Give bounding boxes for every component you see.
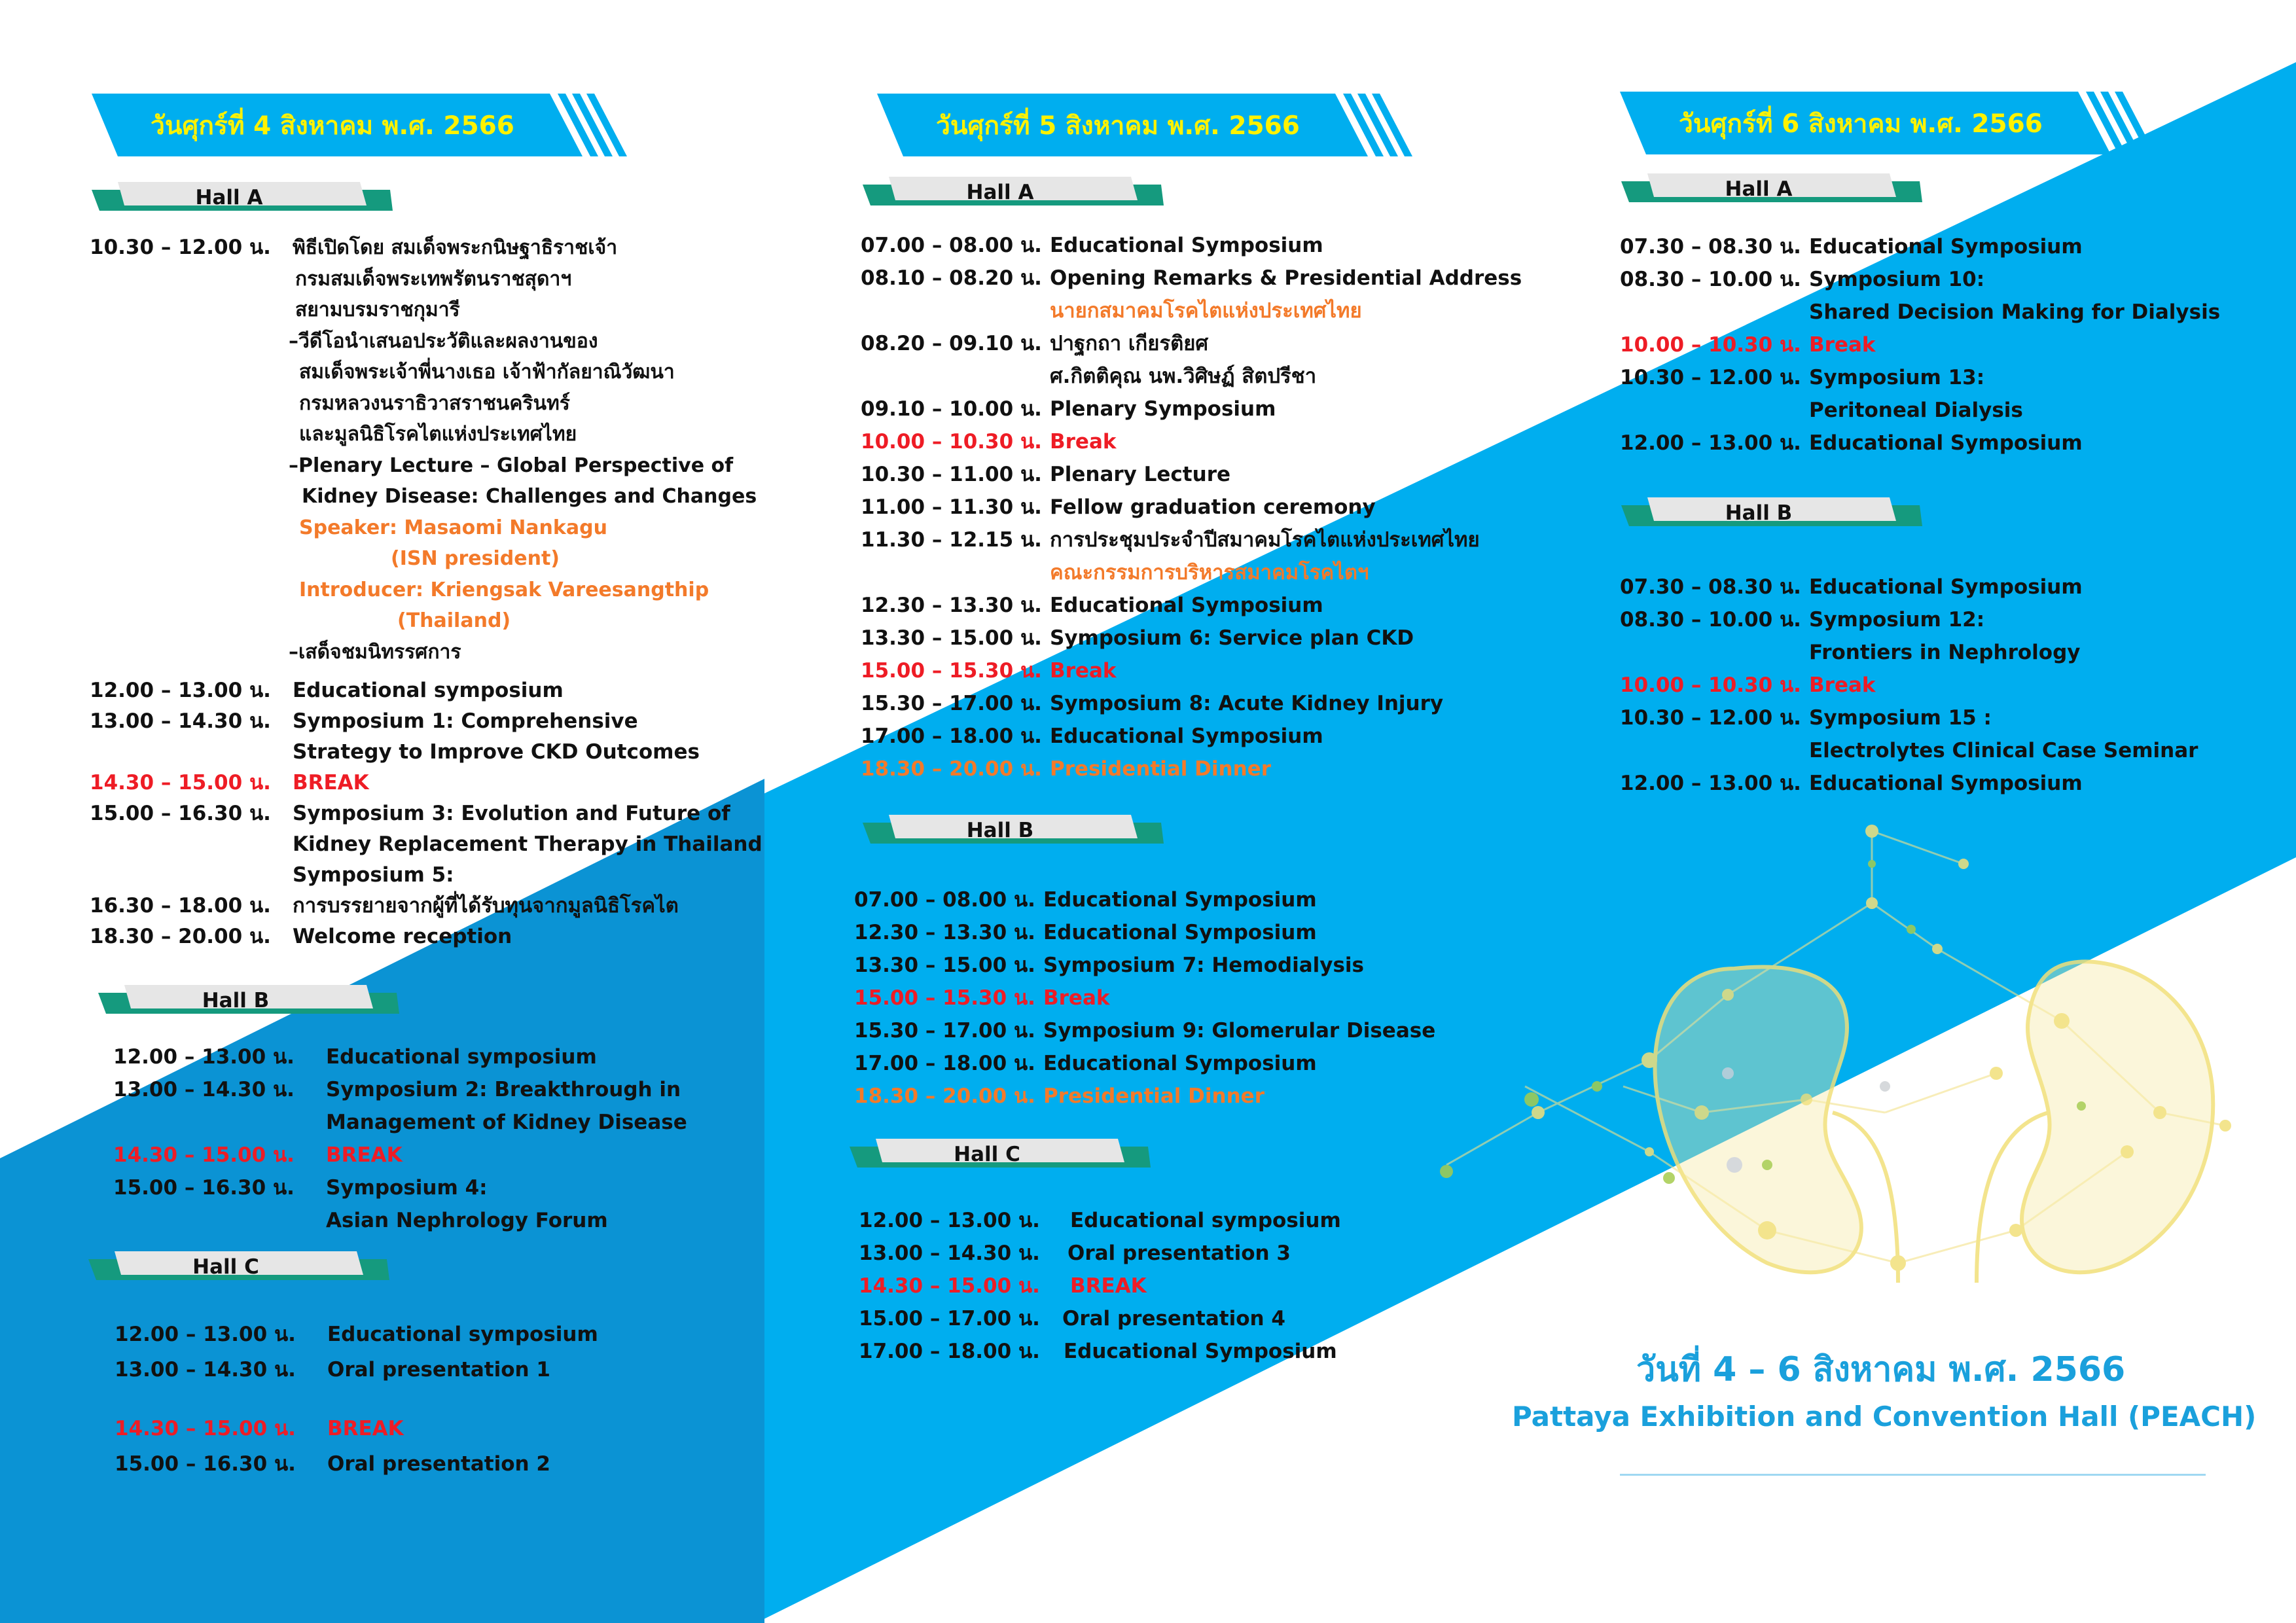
schedule-row bbox=[90, 921, 770, 952]
time-slot: 08.10 – 08.20 น. bbox=[861, 266, 1042, 290]
schedule-row bbox=[861, 229, 1581, 262]
schedule-row bbox=[90, 829, 770, 860]
time-slot: 13.30 – 15.00 น. bbox=[854, 954, 1035, 977]
event-venue: Pattaya Exhibition and Convention Hall (PEACH) bbox=[1512, 1400, 2257, 1433]
event-title: Educational Symposium bbox=[1809, 431, 2083, 455]
schedule-row-break bbox=[113, 1139, 702, 1171]
event-title: คณะกรรมการบริหารสมาคมโรคไตฯ bbox=[1050, 561, 1369, 584]
event-title: Symposium 8: Acute Kidney Injury bbox=[1050, 692, 1444, 715]
schedule-row bbox=[1620, 361, 2209, 394]
hall-label-c bbox=[88, 1251, 389, 1280]
schedule-day1-hall-b bbox=[113, 1041, 702, 1237]
hall-label-text: Hall A bbox=[966, 181, 1034, 204]
schedule-row bbox=[1620, 571, 2209, 603]
time-slot: 07.00 – 08.00 น. bbox=[854, 888, 1035, 912]
schedule-row bbox=[1620, 427, 2209, 459]
time-slot: 07.30 – 08.30 น. bbox=[1620, 575, 1801, 599]
hall-label-text: Hall B bbox=[966, 819, 1034, 842]
event-title: Kidney Replacement Therapy in Thailand bbox=[293, 832, 762, 856]
hall-label-a bbox=[92, 182, 393, 211]
time-slot: 13.30 – 15.00 น. bbox=[861, 626, 1042, 650]
time-slot: 11.30 – 12.15 น. bbox=[861, 528, 1042, 552]
time-slot: 14.30 – 15.00 น. bbox=[113, 1143, 295, 1167]
schedule-row-break bbox=[1620, 669, 2209, 702]
event-line: สมเด็จพระเจ้าพี่นางเธอ เจ้าฟ้ากัลยาณิวัฒนา bbox=[299, 361, 675, 383]
schedule-row bbox=[90, 891, 770, 921]
event-title: Symposium 10: bbox=[1809, 268, 1985, 291]
event-line: –วีดีโอนำเสนอประวัติและผลงานของ bbox=[289, 329, 598, 353]
schedule-row-break bbox=[861, 654, 1581, 687]
schedule-row bbox=[861, 393, 1581, 425]
schedule-row bbox=[90, 675, 770, 706]
schedule-row-break bbox=[861, 425, 1581, 458]
event-title: Educational Symposium bbox=[1050, 594, 1323, 617]
event-title: Educational Symposium bbox=[1043, 1052, 1317, 1075]
schedule-row bbox=[1620, 636, 2209, 669]
day-banner-day2 bbox=[877, 94, 1420, 156]
time-slot: 12.00 – 13.00 น. bbox=[1620, 772, 1801, 795]
event-title: Opening Remarks & Presidential Address bbox=[1050, 266, 1522, 290]
schedule-row bbox=[861, 589, 1581, 622]
time-slot: 15.00 – 16.30 น. bbox=[113, 1176, 295, 1200]
time-slot: 13.00 – 14.30 น. bbox=[113, 1078, 295, 1101]
schedule-row bbox=[859, 1237, 1448, 1270]
schedule-row bbox=[854, 949, 1443, 982]
hall-label-c bbox=[850, 1139, 1151, 1168]
day-banner-day3 bbox=[1620, 92, 2163, 154]
event-title: Plenary Lecture bbox=[1050, 463, 1231, 486]
time-slot: 10.00 – 10.30 น. bbox=[861, 430, 1042, 454]
schedule-row bbox=[861, 491, 1581, 524]
speaker-line: (ISN president) bbox=[391, 547, 560, 570]
time-slot: 17.00 – 18.00 น. bbox=[854, 1052, 1035, 1075]
time-slot: 12.00 – 13.00 น. bbox=[859, 1209, 1040, 1232]
time-slot: 14.30 – 15.00 น. bbox=[115, 1417, 296, 1440]
schedule-row bbox=[115, 1445, 704, 1483]
event-title: Break bbox=[1050, 659, 1117, 683]
event-title: นายกสมาคมโรคไตแห่งประเทศไทย bbox=[1050, 299, 1362, 323]
time-slot: 15.00 – 16.30 น. bbox=[115, 1452, 296, 1476]
event-title: BREAK bbox=[327, 1417, 404, 1440]
time-slot: 12.00 – 13.00 น. bbox=[1620, 431, 1801, 455]
time-slot: 14.30 – 15.00 น. bbox=[90, 771, 271, 794]
schedule-row bbox=[861, 556, 1581, 589]
event-title: Educational Symposium bbox=[1043, 921, 1317, 944]
event-date-title: วันที่ 4 – 6 สิงหาคม พ.ศ. 2566 bbox=[1636, 1350, 2126, 1389]
schedule-row bbox=[113, 1073, 702, 1106]
schedule-row bbox=[1620, 734, 2209, 767]
hall-label-text: Hall A bbox=[1725, 177, 1793, 201]
schedule-row bbox=[854, 916, 1443, 949]
event-title: Educational symposium bbox=[327, 1323, 598, 1346]
event-title: ปาฐกถา เกียรติยศ bbox=[1050, 332, 1209, 355]
schedule-row bbox=[113, 1041, 702, 1073]
event-title: Educational Symposium bbox=[1064, 1340, 1337, 1363]
schedule-row-dinner bbox=[861, 753, 1581, 785]
event-title: Symposium 9: Glomerular Disease bbox=[1043, 1019, 1436, 1043]
event-title: Plenary Symposium bbox=[1050, 397, 1276, 421]
hall-label-b bbox=[1621, 497, 1922, 526]
event-title: Break bbox=[1809, 333, 1876, 357]
introducer-line: (Thailand) bbox=[397, 609, 511, 632]
schedule-row bbox=[90, 232, 770, 668]
event-title: Symposium 3: Evolution and Future of bbox=[293, 802, 730, 825]
event-line: –เสด็จชมนิทรรศการ bbox=[289, 640, 461, 664]
time-slot: 18.30 – 20.00 น. bbox=[861, 757, 1042, 781]
time-slot: 16.30 – 18.00 น. bbox=[90, 894, 271, 918]
time-slot: 08.30 – 10.00 น. bbox=[1620, 608, 1801, 632]
schedule-row bbox=[861, 294, 1581, 327]
schedule-row bbox=[1620, 702, 2209, 734]
day-banner-text: วันศุกร์ที่ 4 สิงหาคม พ.ศ. 2566 bbox=[151, 111, 514, 141]
event-title: Educational Symposium bbox=[1050, 724, 1323, 748]
time-slot: 08.30 – 10.00 น. bbox=[1620, 268, 1801, 291]
schedule-row bbox=[854, 1014, 1443, 1047]
schedule-row bbox=[861, 622, 1581, 654]
event-title: Symposium 2: Breakthrough in bbox=[326, 1078, 681, 1101]
ceremony-lines bbox=[289, 232, 757, 668]
event-title: Symposium 12: bbox=[1809, 608, 1985, 632]
schedule-day1-hall-c bbox=[115, 1317, 704, 1483]
event-title: Presidential Dinner bbox=[1043, 1084, 1265, 1108]
schedule-day2-hall-c bbox=[859, 1204, 1448, 1368]
schedule-row-dinner bbox=[854, 1080, 1443, 1113]
event-title: Symposium 7: Hemodialysis bbox=[1043, 954, 1364, 977]
event-title: Symposium 5: bbox=[293, 863, 454, 887]
hall-label-text: Hall A bbox=[195, 186, 263, 209]
time-slot: 15.30 – 17.00 น. bbox=[861, 692, 1042, 715]
event-title: Educational Symposium bbox=[1809, 235, 2083, 259]
time-slot: 10.00 – 10.30 น. bbox=[1620, 333, 1801, 357]
time-slot: 10.30 – 12.00 น. bbox=[1620, 366, 1801, 389]
day-banner-text: วันศุกร์ที่ 5 สิงหาคม พ.ศ. 2566 bbox=[936, 111, 1300, 141]
time-slot: 17.00 – 18.00 น. bbox=[859, 1340, 1040, 1363]
event-title: Break bbox=[1043, 986, 1110, 1010]
schedule-day2-hall-b bbox=[854, 883, 1443, 1113]
time-slot: 15.30 – 17.00 น. bbox=[854, 1019, 1035, 1043]
schedule-day3-hall-b bbox=[1620, 571, 2209, 800]
event-title: Fellow graduation ceremony bbox=[1050, 495, 1376, 519]
day-banner-text: วันศุกร์ที่ 6 สิงหาคม พ.ศ. 2566 bbox=[1679, 109, 2043, 139]
hall-label-a bbox=[863, 177, 1164, 205]
time-slot: 13.00 – 14.30 น. bbox=[859, 1241, 1040, 1265]
schedule-row-break bbox=[90, 768, 770, 798]
event-title: Electrolytes Clinical Case Seminar bbox=[1809, 739, 2198, 762]
time-slot: 10.00 – 10.30 น. bbox=[1620, 673, 1801, 697]
event-title: Educational Symposium bbox=[1809, 575, 2083, 599]
schedule-row bbox=[854, 1047, 1443, 1080]
time-slot: 17.00 – 18.00 น. bbox=[861, 724, 1042, 748]
divider bbox=[1620, 1474, 2206, 1476]
time-slot: 12.00 – 13.00 น. bbox=[115, 1323, 296, 1346]
hall-label-b bbox=[863, 815, 1164, 844]
schedule-row bbox=[1620, 263, 2209, 296]
schedule-row bbox=[861, 262, 1581, 294]
schedule-row bbox=[90, 798, 770, 829]
time-slot: 12.00 – 13.00 น. bbox=[113, 1045, 295, 1069]
event-title: Welcome reception bbox=[293, 925, 512, 948]
hall-label-text: Hall B bbox=[1725, 501, 1793, 525]
time-slot: 18.30 – 20.00 น. bbox=[90, 925, 271, 948]
event-title: Peritoneal Dialysis bbox=[1809, 399, 2023, 422]
schedule-row bbox=[861, 687, 1581, 720]
event-title: Shared Decision Making for Dialysis bbox=[1809, 300, 2221, 324]
time-slot: 15.00 – 15.30 น. bbox=[854, 986, 1035, 1010]
time-slot: 09.10 – 10.00 น. bbox=[861, 397, 1042, 421]
event-line: –Plenary Lecture – Global Perspective of bbox=[289, 454, 734, 477]
event-title: Educational Symposium bbox=[1809, 772, 2083, 795]
schedule-row bbox=[861, 327, 1581, 360]
time-slot: 11.00 – 11.30 น. bbox=[861, 495, 1042, 519]
event-title: Educational Symposium bbox=[1043, 888, 1317, 912]
time-slot: 13.00 – 14.30 น. bbox=[90, 709, 271, 733]
event-title: BREAK bbox=[293, 771, 369, 794]
event-title: Educational symposium bbox=[293, 679, 564, 702]
schedule-row bbox=[113, 1106, 702, 1139]
time-slot: 15.00 – 15.30 น. bbox=[861, 659, 1042, 683]
event-line: กรมสมเด็จพระเทพรัตนราชสุดาฯ bbox=[295, 267, 572, 291]
time-slot: 07.30 – 08.30 น. bbox=[1620, 235, 1801, 259]
event-title: Management of Kidney Disease bbox=[326, 1111, 687, 1134]
event-line: พิธีเปิดโดย สมเด็จพระกนิษฐาธิราชเจ้า bbox=[293, 236, 618, 259]
schedule-row bbox=[859, 1302, 1448, 1335]
event-title: Frontiers in Nephrology bbox=[1809, 641, 2081, 664]
schedule-row bbox=[90, 737, 770, 768]
event-line: และมูลนิธิโรคไตแห่งประเทศไทย bbox=[299, 423, 577, 446]
event-title: การบรรยายจากผู้ที่ได้รับทุนจากมูลนิธิโรคไต bbox=[293, 894, 679, 918]
event-title: Oral presentation 1 bbox=[327, 1358, 550, 1382]
time-slot: 08.20 – 09.10 น. bbox=[861, 332, 1042, 355]
event-title: Break bbox=[1050, 430, 1117, 454]
event-title: Educational Symposium bbox=[1050, 234, 1323, 257]
event-title: Educational symposium bbox=[326, 1045, 597, 1069]
schedule-row bbox=[115, 1352, 704, 1387]
schedule-row-break bbox=[859, 1270, 1448, 1302]
schedule-day2-hall-a bbox=[861, 229, 1581, 785]
hall-label-b bbox=[98, 985, 399, 1014]
schedule-day3-hall-a bbox=[1620, 230, 2221, 459]
schedule-row-break bbox=[115, 1412, 704, 1445]
time-slot: 12.00 – 13.00 น. bbox=[90, 679, 271, 702]
time-slot: 10.30 – 12.00 น. bbox=[90, 236, 271, 259]
schedule-row bbox=[861, 458, 1581, 491]
event-title: Break bbox=[1809, 673, 1876, 697]
speaker-line: Speaker: Masaomi Nankagu bbox=[299, 516, 607, 539]
event-title: Symposium 15 : bbox=[1809, 706, 1992, 730]
time-slot: 15.00 – 17.00 น. bbox=[859, 1307, 1040, 1330]
schedule-row bbox=[113, 1204, 702, 1237]
schedule-row bbox=[1620, 296, 2221, 329]
time-slot: 12.30 – 13.30 น. bbox=[861, 594, 1042, 617]
event-title: Symposium 6: Service plan CKD bbox=[1050, 626, 1414, 650]
time-slot: 10.30 – 11.00 น. bbox=[861, 463, 1042, 486]
event-title: Oral presentation 2 bbox=[327, 1452, 550, 1476]
schedule-row bbox=[115, 1317, 704, 1352]
schedule-row bbox=[90, 860, 770, 891]
schedule-row-break bbox=[1620, 329, 2209, 361]
event-title: Presidential Dinner bbox=[1050, 757, 1271, 781]
schedule-row bbox=[859, 1335, 1448, 1368]
event-title: Symposium 4: bbox=[326, 1176, 488, 1200]
time-slot: 10.30 – 12.00 น. bbox=[1620, 706, 1801, 730]
event-title: Asian Nephrology Forum bbox=[326, 1209, 608, 1232]
event-title: Oral presentation 3 bbox=[1067, 1241, 1291, 1265]
event-line: สยามบรมราชกุมารี bbox=[295, 298, 460, 321]
hall-label-text: Hall B bbox=[202, 989, 270, 1012]
time-slot: 07.00 – 08.00 น. bbox=[861, 234, 1042, 257]
schedule-day1-hall-a bbox=[90, 232, 770, 952]
event-title: ศ.กิตติคุณ นพ.วิศิษฏ์ สิตปรีชา bbox=[1050, 365, 1317, 388]
event-title: Oral presentation 4 bbox=[1062, 1307, 1285, 1330]
schedule-row-break bbox=[854, 982, 1443, 1014]
hall-label-text: Hall C bbox=[954, 1143, 1020, 1166]
event-title: Educational symposium bbox=[1070, 1209, 1341, 1232]
event-title: Strategy to Improve CKD Outcomes bbox=[293, 740, 700, 764]
day-banner-day1 bbox=[92, 94, 635, 156]
hall-label-a bbox=[1621, 173, 1922, 202]
schedule-row bbox=[90, 706, 770, 737]
schedule-row bbox=[861, 524, 1581, 556]
event-title: Symposium 13: bbox=[1809, 366, 1985, 389]
event-line: กรมหลวงนราธิวาสราชนครินทร์ bbox=[299, 391, 570, 415]
schedule-row bbox=[861, 360, 1581, 393]
schedule-row bbox=[1620, 230, 2209, 263]
schedule-row bbox=[859, 1204, 1448, 1237]
schedule-row bbox=[1620, 767, 2209, 800]
event-title: BREAK bbox=[326, 1143, 403, 1167]
time-slot: 14.30 – 15.00 น. bbox=[859, 1274, 1040, 1298]
event-line: Kidney Disease: Challenges and Changes bbox=[302, 485, 757, 508]
event-title: Symposium 1: Comprehensive bbox=[293, 709, 638, 733]
schedule-row bbox=[861, 720, 1581, 753]
time-slot: 15.00 – 16.30 น. bbox=[90, 802, 271, 825]
hall-label-text: Hall C bbox=[192, 1255, 259, 1279]
schedule-row bbox=[1620, 394, 2209, 427]
schedule-row bbox=[113, 1171, 702, 1204]
schedule-row bbox=[1620, 603, 2209, 636]
schedule-row bbox=[854, 883, 1443, 916]
time-slot: 13.00 – 14.30 น. bbox=[115, 1358, 296, 1382]
introducer-line: Introducer: Kriengsak Vareesangthip bbox=[299, 578, 709, 601]
event-title: BREAK bbox=[1070, 1274, 1147, 1298]
time-slot: 12.30 – 13.30 น. bbox=[854, 921, 1035, 944]
time-slot: 18.30 – 20.00 น. bbox=[854, 1084, 1035, 1108]
event-title: การประชุมประจำปีสมาคมโรคไตแห่งประเทศไทย bbox=[1050, 528, 1480, 552]
